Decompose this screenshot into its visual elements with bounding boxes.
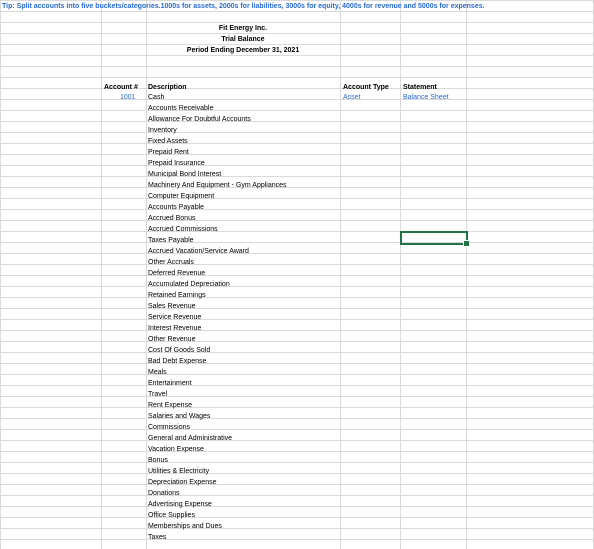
description-cell[interactable]: Allowance For Doubtful Accounts <box>148 116 251 123</box>
description-header: Description <box>148 84 187 91</box>
statement-header: Statement <box>403 84 437 91</box>
company-name: Fit Energy Inc. <box>218 25 268 32</box>
description-cell[interactable]: Salaries and Wages <box>148 413 211 420</box>
description-cell[interactable]: Depreciation Expense <box>148 479 217 486</box>
description-cell[interactable]: Bad Debt Expense <box>148 358 207 365</box>
description-cell[interactable]: Taxes <box>148 534 167 541</box>
statement-cell[interactable]: Balance Sheet <box>403 94 449 101</box>
grid-column-line <box>340 0 341 549</box>
description-cell[interactable]: Taxes Payable <box>148 237 194 244</box>
account-number-header: Account # <box>104 84 138 91</box>
description-cell[interactable]: Commissions <box>148 424 191 431</box>
grid-column-line <box>400 0 401 549</box>
description-cell[interactable]: Office Supplies <box>148 512 195 519</box>
description-cell[interactable]: Rent Expense <box>148 402 192 409</box>
description-cell[interactable]: Prepaid Rent <box>148 149 189 156</box>
description-cell[interactable]: Interest Revenue <box>148 325 202 332</box>
description-cell[interactable]: Cost Of Goods Sold <box>148 347 211 354</box>
description-cell[interactable]: Accumulated Depreciation <box>148 281 230 288</box>
description-cell[interactable]: Accrued Vacation/Service Award <box>148 248 249 255</box>
description-cell[interactable]: Computer Equipment <box>148 193 215 200</box>
description-cell[interactable]: Service Revenue <box>148 314 202 321</box>
description-cell[interactable]: Utilities & Electricity <box>148 468 210 475</box>
account-type-cell[interactable]: Asset <box>343 94 361 101</box>
fill-handle[interactable] <box>463 240 470 247</box>
description-cell[interactable]: Accrued Commissions <box>148 226 218 233</box>
description-cell[interactable]: Memberships and Dues <box>148 523 222 530</box>
description-cell[interactable]: Donations <box>148 490 180 497</box>
description-cell[interactable]: Cash <box>148 94 165 101</box>
description-cell[interactable]: Meals <box>148 369 167 376</box>
description-cell[interactable]: Other Revenue <box>148 336 196 343</box>
description-cell[interactable]: Retained Earnings <box>148 292 206 299</box>
description-cell[interactable]: Sales Revenue <box>148 303 196 310</box>
description-cell[interactable]: Machinery And Equipment - Gym Appliances <box>148 182 287 189</box>
description-cell[interactable]: Accrued Bonus <box>148 215 196 222</box>
grid-column-line <box>101 0 102 549</box>
account-type-header: Account Type <box>343 84 389 91</box>
description-cell[interactable]: Entertainment <box>148 380 192 387</box>
grid-column-line <box>146 0 147 549</box>
description-cell[interactable]: Advertising Expense <box>148 501 212 508</box>
description-cell[interactable]: Municipal Bond Interest <box>148 171 222 178</box>
description-cell[interactable]: Vacation Expense <box>148 446 204 453</box>
description-cell[interactable]: Bonus <box>148 457 168 464</box>
description-cell[interactable]: Deferred Revenue <box>148 270 206 277</box>
description-cell[interactable]: Travel <box>148 391 168 398</box>
description-cell[interactable]: Other Accruals <box>148 259 194 266</box>
selected-cell[interactable] <box>400 231 468 245</box>
tip-text: Tip: Split accounts into five buckets/categories.1000s for assets, 2000s for liabilities, 3000s for equity, 4000s for revenue and 5000s for expenses. <box>2 3 485 10</box>
description-cell[interactable]: Fixed Assets <box>148 138 188 145</box>
report-title: Trial Balance <box>221 36 265 43</box>
grid-column-line <box>0 0 1 549</box>
description-cell[interactable]: General and Administrative <box>148 435 233 442</box>
grid-column-line <box>466 0 467 549</box>
account-number-cell[interactable]: 1001 <box>120 94 136 101</box>
description-cell[interactable]: Inventory <box>148 127 177 134</box>
description-cell[interactable]: Accounts Payable <box>148 204 205 211</box>
description-cell[interactable]: Accounts Receivable <box>148 105 214 112</box>
report-period: Period Ending December 31, 2021 <box>186 47 300 54</box>
description-cell[interactable]: Prepaid Insurance <box>148 160 205 167</box>
